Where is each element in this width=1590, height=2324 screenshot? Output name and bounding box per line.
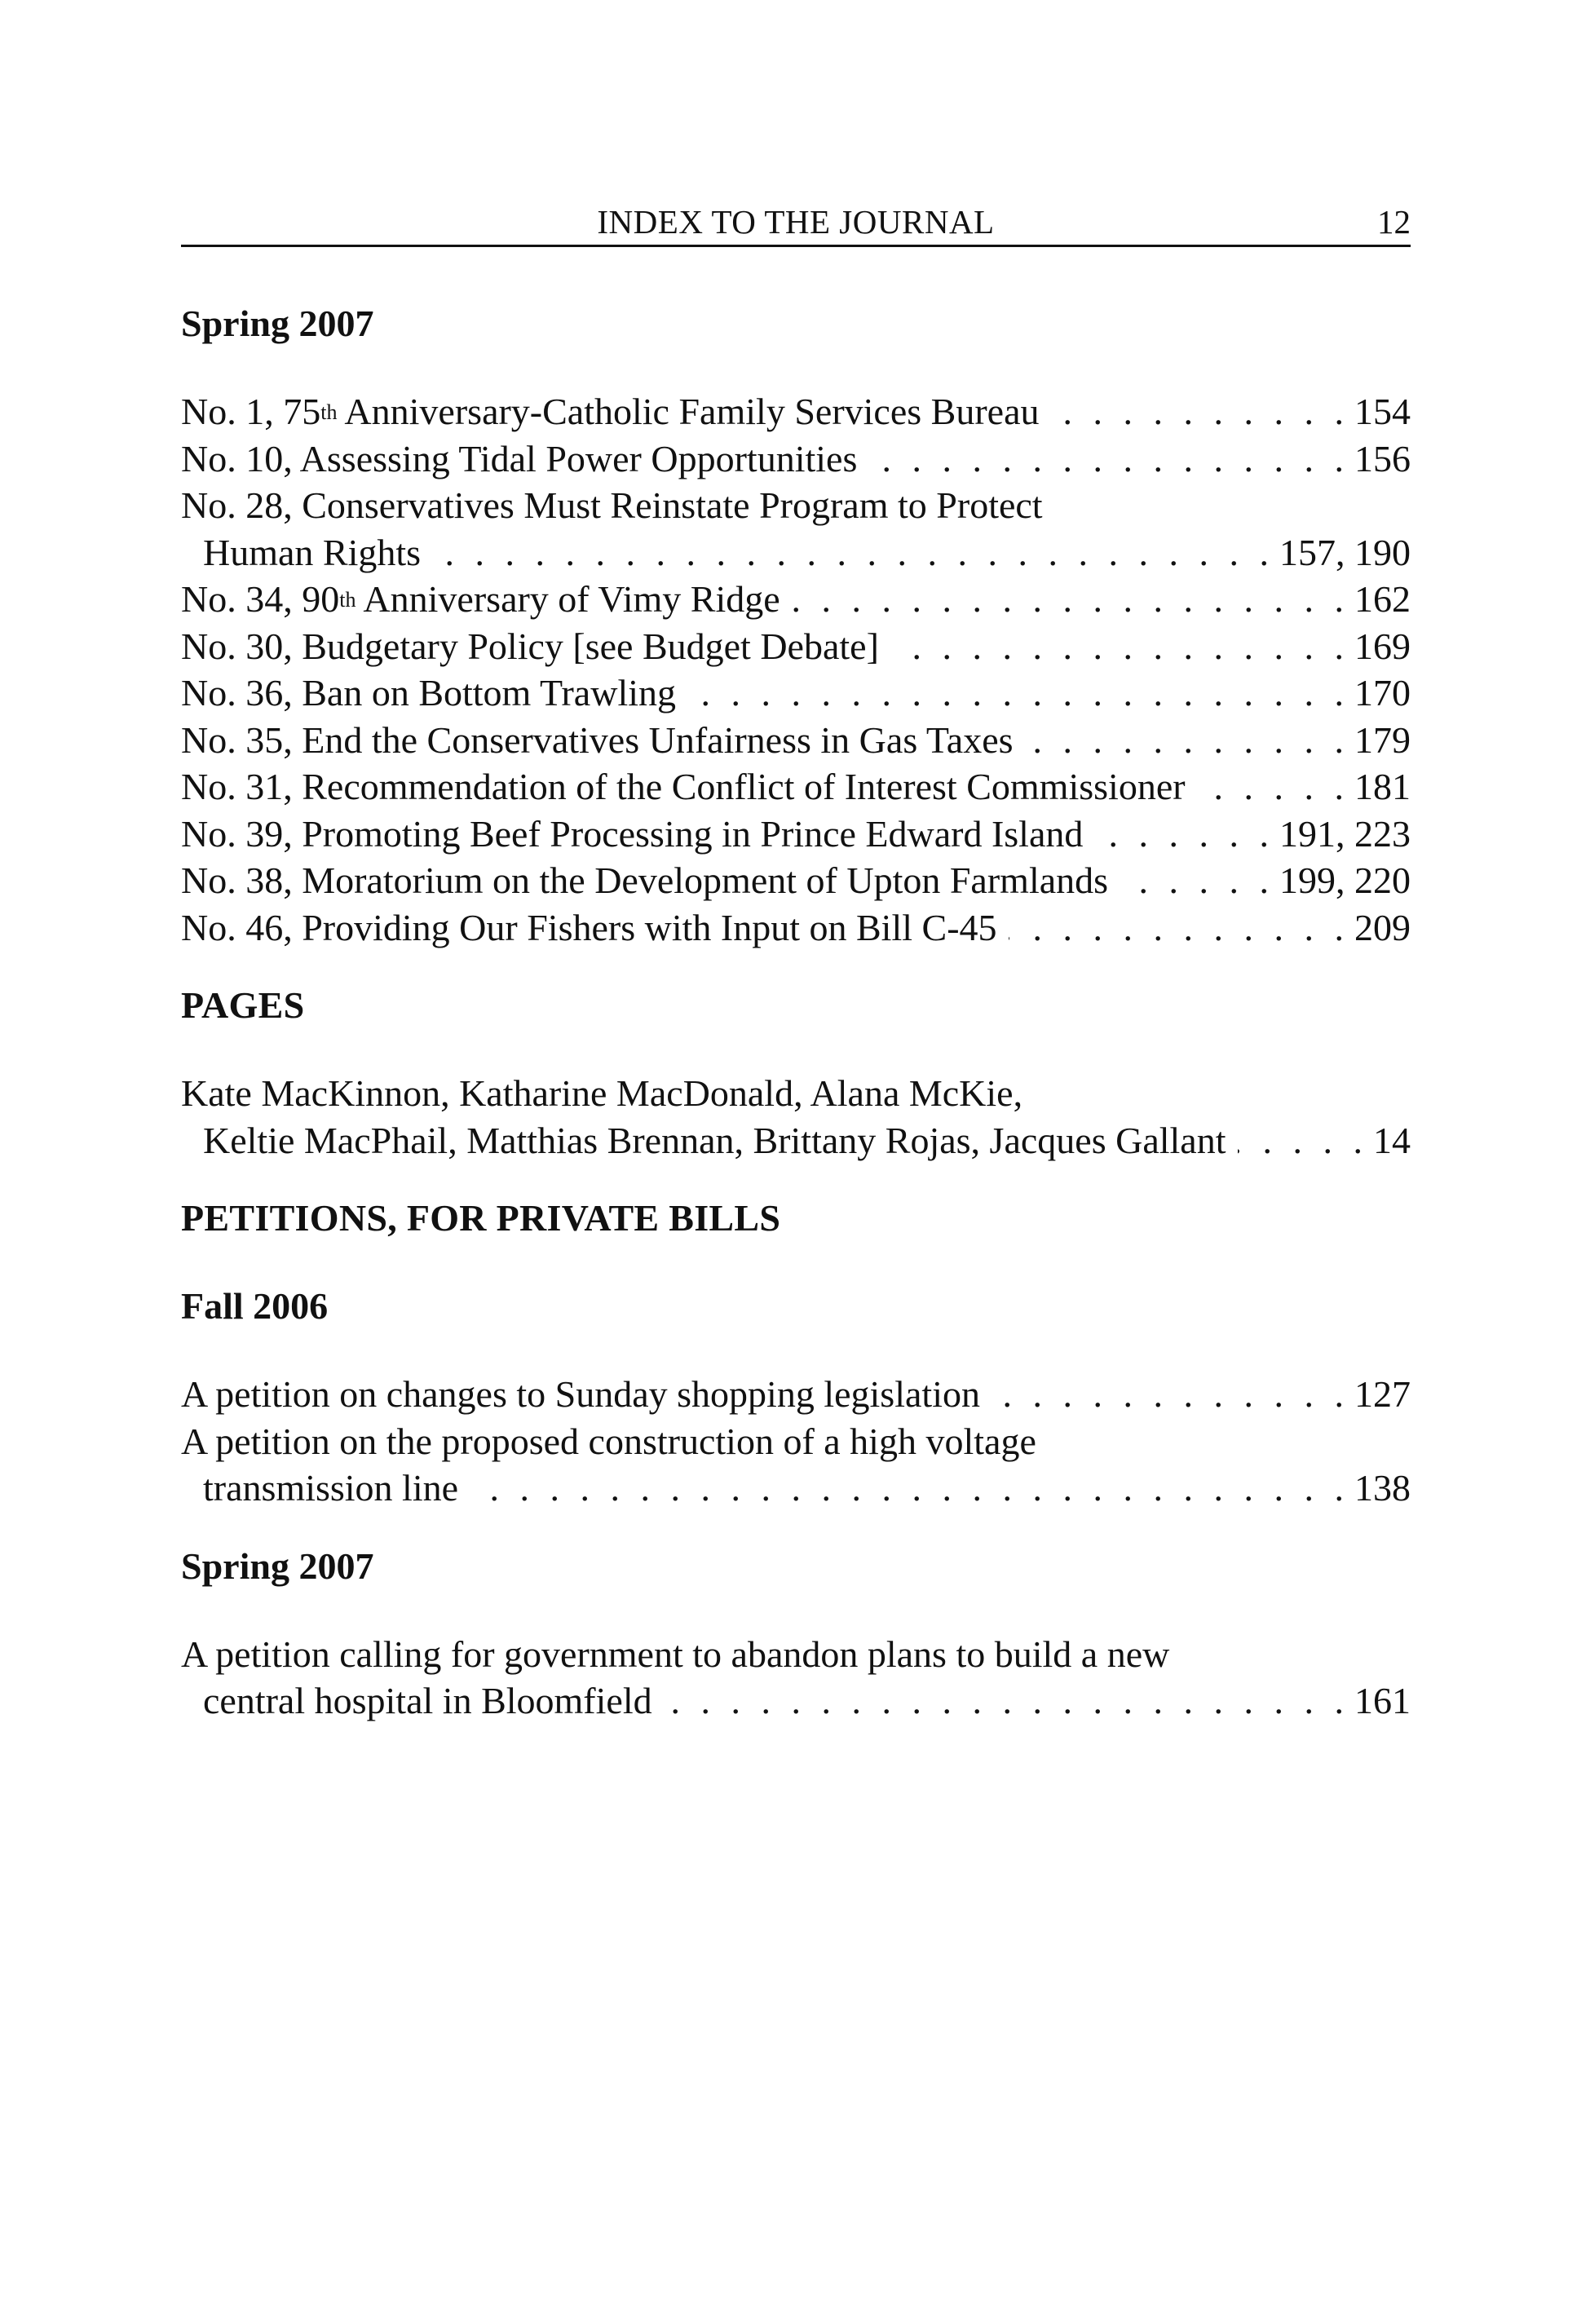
entry-page-ref: 162 bbox=[1354, 578, 1411, 620]
entry-list-pages bbox=[181, 1070, 1411, 1164]
entry-page-ref: 14 bbox=[1373, 1119, 1411, 1161]
entry-title-continued: Human Rights bbox=[203, 531, 422, 573]
entry-title: A petition on the proposed construction of a high voltage bbox=[181, 1420, 1036, 1462]
index-entry bbox=[181, 388, 1411, 435]
dot-leader bbox=[470, 1465, 1349, 1512]
entry-title: No. 38, Moratorium on the Development of Upton Farmlands bbox=[181, 859, 1109, 901]
subsection-heading-spring-2007: Spring 2007 bbox=[181, 1544, 374, 1587]
entry-title: No. 10, Assessing Tidal Power Opportunities bbox=[181, 437, 858, 479]
index-entry bbox=[181, 669, 1411, 717]
entry-page-ref: 191, 223 bbox=[1279, 812, 1411, 855]
index-entry bbox=[181, 435, 1411, 483]
section-heading-pages: PAGES bbox=[181, 984, 305, 1026]
dot-leader bbox=[890, 623, 1349, 670]
entry-list-fall-2006 bbox=[181, 1371, 1411, 1512]
subsection-heading-fall-2006: Fall 2006 bbox=[181, 1285, 329, 1327]
section-heading-spring-2007: Spring 2007 bbox=[181, 303, 374, 344]
entry-page-ref: 156 bbox=[1354, 437, 1411, 479]
entry-title: No. 28, Conservatives Must Reinstate Program to Protect bbox=[181, 484, 1043, 526]
dot-leader bbox=[1238, 1117, 1369, 1164]
dot-leader bbox=[1009, 904, 1349, 952]
entry-title: No. 46, Providing Our Fishers with Input on Bill C-45 bbox=[181, 906, 997, 948]
index-entry bbox=[181, 1371, 1411, 1418]
dot-leader bbox=[687, 669, 1349, 717]
entry-page-ref: 154 bbox=[1354, 391, 1411, 432]
index-entry bbox=[181, 482, 1411, 529]
entry-title-continued: transmission line bbox=[203, 1467, 459, 1509]
entry-list-spring-2007 bbox=[181, 388, 1411, 951]
dot-leader bbox=[992, 1371, 1349, 1418]
entry-page-ref: 138 bbox=[1354, 1467, 1411, 1509]
dot-leader bbox=[1025, 717, 1349, 764]
entry-title: No. 30, Budgetary Policy [see Budget Debate] bbox=[181, 625, 879, 667]
index-content bbox=[181, 269, 1411, 1725]
entry-page-ref: 157, 190 bbox=[1279, 531, 1411, 573]
entry-title: No. 39, Promoting Beef Processing in Prince Edward Island bbox=[181, 812, 1084, 855]
section-heading-petitions: PETITIONS, FOR PRIVATE BILLS bbox=[181, 1197, 781, 1239]
index-entry bbox=[181, 857, 1411, 904]
entry-title-continued: central hospital in Bloomfield bbox=[203, 1680, 652, 1721]
dot-leader bbox=[1051, 388, 1350, 435]
index-entry bbox=[181, 717, 1411, 764]
entry-title: No. 31, Recommendation of the Conflict of Interest Commissioner bbox=[181, 766, 1186, 807]
dot-leader bbox=[792, 576, 1349, 623]
entry-page-ref: 179 bbox=[1354, 718, 1411, 761]
index-entry-continuation bbox=[181, 1117, 1411, 1164]
header-page-number: 12 bbox=[1377, 203, 1411, 241]
entry-page-ref: 170 bbox=[1354, 672, 1411, 714]
entry-title: No. 35, End the Conservatives Unfairness in Gas Taxes bbox=[181, 718, 1014, 761]
entry-title: No. 34, 90th Anniversary of Vimy Ridge bbox=[181, 578, 780, 620]
index-entry-continuation bbox=[181, 1677, 1411, 1725]
entry-page-ref: 209 bbox=[1354, 906, 1411, 948]
entry-title: No. 1, 75th Anniversary-Catholic Family Services Bureau bbox=[181, 391, 1040, 432]
index-entry-continuation bbox=[181, 529, 1411, 577]
running-header bbox=[181, 199, 1411, 247]
dot-leader bbox=[664, 1677, 1349, 1725]
entry-title: Kate MacKinnon, Katharine MacDonald, Alana McKie, bbox=[181, 1072, 1023, 1114]
index-entry bbox=[181, 904, 1411, 952]
index-entry bbox=[181, 811, 1411, 858]
index-entry bbox=[181, 623, 1411, 670]
entry-page-ref: 169 bbox=[1354, 625, 1411, 667]
entry-page-ref: 127 bbox=[1354, 1373, 1411, 1415]
entry-page-ref: 161 bbox=[1354, 1680, 1411, 1721]
index-entry bbox=[181, 1418, 1411, 1465]
entry-title: No. 36, Ban on Bottom Trawling bbox=[181, 672, 677, 714]
entry-list-petitions-spring-2007 bbox=[181, 1631, 1411, 1725]
entry-title-continued: Keltie MacPhail, Matthias Brennan, Brittany Rojas, Jacques Gallant bbox=[203, 1119, 1226, 1161]
index-entry bbox=[181, 576, 1411, 623]
index-entry bbox=[181, 1631, 1411, 1678]
entry-page-ref: 181 bbox=[1354, 766, 1411, 807]
index-entry bbox=[181, 763, 1411, 811]
dot-leader bbox=[868, 435, 1349, 483]
entry-title: A petition calling for government to abandon plans to build a new bbox=[181, 1633, 1170, 1675]
dot-leader bbox=[1197, 763, 1349, 811]
dot-leader bbox=[432, 529, 1274, 577]
dot-leader bbox=[1120, 857, 1274, 904]
index-entry bbox=[181, 1070, 1411, 1117]
entry-title: A petition on changes to Sunday shopping legislation bbox=[181, 1373, 980, 1415]
dot-leader bbox=[1094, 811, 1274, 858]
index-entry-continuation bbox=[181, 1465, 1411, 1512]
entry-page-ref: 199, 220 bbox=[1279, 859, 1411, 901]
header-title: INDEX TO THE JOURNAL bbox=[597, 203, 995, 241]
